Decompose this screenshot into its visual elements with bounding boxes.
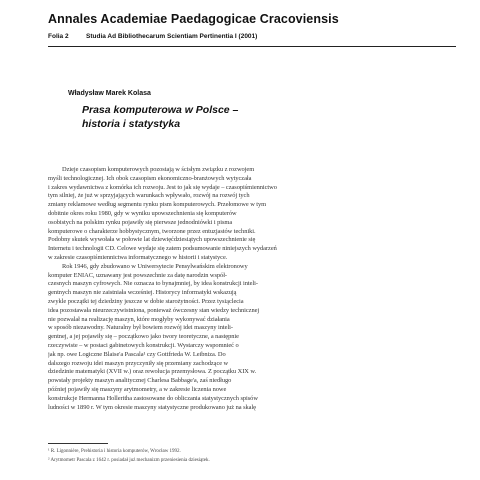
header-rule [48, 46, 456, 47]
body-line: zwykle początki tej dziedziny jeszcze w dobie starożytności. Przez tysiąclecia [48, 297, 244, 305]
body-line: dobitnie okres roku 1980, gdy w wyniku upowszechnienia się komputerów [48, 209, 237, 217]
body-line: myśli technologicznej. Ich obok czasopism ekonomiczno-branżowych wytyczała [48, 174, 252, 182]
folio-label: Folia 2 [48, 33, 69, 40]
body-line: nie pozwalał na realizację maszyn, które mogłyby wykonywać działania [48, 315, 230, 323]
body-line: dziedzinie matematyki (XVII w.) oraz rewolucja przemysłowa. Z początku XIX w. [48, 368, 257, 376]
body-line: Podobny skutek wywołała w połowie lat dziewięćdziesiątych upowszechnienie się [48, 236, 256, 244]
footnote: ¹ R. Ligonnière, Prehistoria i historia komputerów, Wrocław 1992. [48, 449, 181, 454]
footnote-rule [48, 443, 108, 444]
body-line: rzeczywiste – w postaci gabinetowych konstrukcji. Wystarczy wspomnieć o [48, 341, 239, 349]
series-line [48, 33, 458, 40]
body-line: komputerowe o charakterze hobbystycznym, tworzone przez entuzjastów techniki. [48, 227, 256, 235]
body-line: i zakres wydawnictwa z komórka ich rozwoju. Jest to jak się wydaje – czasopiśmiennictwo [48, 183, 277, 191]
body-line: dalszego rozwoju idei maszyn przyczyniły się przemiany zachodzące w [48, 359, 229, 367]
article-body [48, 166, 458, 412]
body-line: Internetu i technologii CD. Celowe wydaje się zatem podsumowanie niniejszych wydarzeń [48, 245, 277, 253]
body-line: gentnej, a jej pojawiły się – początkowo jako twory teoretyczne, a następnie [48, 333, 239, 341]
body-line: zmiany reklamowe według segmentu rynku pism komputerowych. Przełomowe w tym [48, 201, 267, 209]
body-line: Dzieje czasopism komputerowych pozostają w ścisłym związku z rozwojem [62, 166, 255, 173]
body-line: powstały projekty maszyn analitycznej Charlesa Babbage'a, zaś niedługo [48, 377, 232, 385]
body-line: Rok 1946, gdy zbudowano w Uniwersytecie Pensylwańskim elektronowy [62, 262, 248, 270]
journal-title: Annales Academiae Paedagogicae Cracoviensis [48, 12, 339, 26]
footnotes [48, 447, 458, 465]
article-title-line: historia i statystyka [82, 118, 181, 130]
body-line: w sposób niezawodny. Naturalny był bowiem rozwój idei maszyny inteli- [48, 324, 233, 332]
footnote: ² Arytmometr Pascala z 1642 r. posiadał już mechanizm przeniesienia dziesiątek. [48, 458, 210, 463]
article-author: Władysław Marek Kolasa [68, 90, 151, 97]
series-label: Studia Ad Bibliothecarum Scientiam Pertinentia I (2001) [86, 33, 258, 40]
body-line: w zakresie czasopiśmiennictwa informatycznego w historii i statystyce. [48, 253, 228, 261]
body-line: czesnych maszyn cyfrowych. Nie oznacza to bynajmniej, by idea konstrukcji inteli- [48, 280, 258, 288]
body-line: później pojawiły się maszyny arytmometry, a w zakresie liczenia nowe [48, 385, 227, 393]
body-line: gentnych maszyn nie zaistniała wcześniej. Historycy informatyki wskazują [48, 289, 237, 297]
body-line: tym silniej, że już w sprzyjających warunkach wpływało, rozwój na rozwój tych [48, 192, 250, 200]
body-line: idea pozostawała nieurzeczywistniona, ponieważ ówczesny stan wiedzy technicznej [48, 306, 260, 314]
body-line: konstrukcje Hermanna Holleritha zastosowane do obliczania statystycznych spisów [48, 394, 258, 402]
body-line: osobistych na polskim rynku pojawiły się pierwsze jednodniówki i pisma [48, 218, 233, 226]
article-title [82, 103, 422, 131]
body-line: jak np. owe Logiczne Blaise'a Pascala¹ czy Gottfrieda W. Leibniza. Do [48, 350, 226, 358]
body-line: komputer ENIAC, uznawany jest powszechnie za datę narodzin współ- [48, 271, 228, 279]
body-line: ludności w 1890 r. W tym okresie maszyny statystyczne produkowano już na skalę [48, 403, 256, 411]
article-title-line: Prasa komputerowa w Polsce – [82, 104, 239, 116]
